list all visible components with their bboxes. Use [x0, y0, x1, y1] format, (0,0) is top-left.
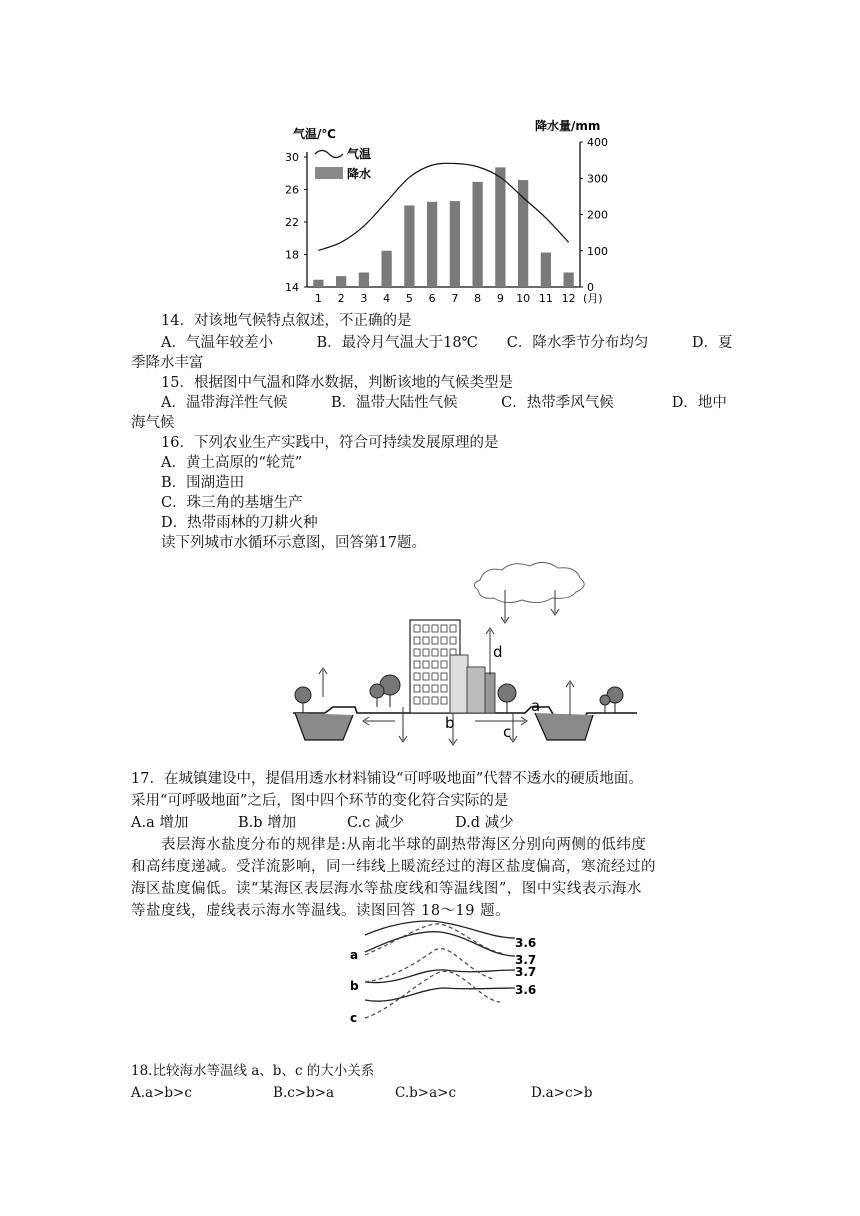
q17-stem-1: 17．在城镇建设中，提倡用透水材料铺设“可呼吸地面”代替不透水的硬质地面。	[131, 771, 643, 787]
label-b: b	[445, 714, 455, 732]
urban-water-cycle-diagram	[285, 555, 645, 755]
precip-bar	[518, 180, 528, 287]
q16-option-c: C．珠三角的基塘生产	[161, 495, 303, 511]
iso-label-b: b	[350, 979, 359, 993]
iso-label-s2: 3.7	[515, 953, 537, 967]
q15-stem: 15．根据图中气温和降水数据，判断该地的气候类型是	[161, 375, 513, 391]
label-a: a	[531, 697, 541, 715]
q18-option-b: B.c>b>a	[273, 1085, 335, 1101]
y-left-tick: 26	[285, 183, 299, 197]
q16-option-d: D．热带雨林的刀耕火种	[161, 515, 318, 531]
passage-line-2: 和高纬度递减。受洋流影响，同一纬线上暖流经过的海区盐度偏高，寒流经过的	[131, 859, 656, 875]
passage-line-1: 表层海水盐度分布的规律是:从南北半球的副热带海区分别向两侧的低纬度	[161, 837, 647, 853]
x-tick: 10	[516, 292, 531, 305]
y-left-label: 气温/℃	[293, 127, 336, 141]
x-tick: 1	[314, 292, 322, 305]
y-left-tick: 18	[285, 248, 299, 262]
iso-label-s4: 3.6	[515, 983, 537, 997]
x-unit: (月)	[583, 292, 603, 305]
precip-bar	[427, 202, 437, 287]
precip-bar	[450, 201, 460, 287]
q16-option-b: B．围湖造田	[161, 475, 245, 491]
x-tick: 4	[383, 292, 391, 305]
q17-option-d: D.d 减少	[455, 815, 514, 831]
x-tick: 7	[451, 292, 459, 305]
x-tick: 8	[474, 292, 482, 305]
passage-line-4: 等盐度线，虚线表示海水等温线。读图回答 18～19 题。	[131, 903, 511, 919]
label-d: d	[493, 643, 503, 661]
iso-label-s3: 3.7	[515, 965, 537, 979]
q15-options: A．温带海洋性气候 B．温带大陆性气候 C．热带季风气候 D．地中	[161, 395, 727, 411]
q18-option-d: D.a>c>b	[531, 1085, 593, 1101]
label-c: c	[503, 723, 512, 741]
q14-options-cont: 季降水丰富	[131, 355, 204, 371]
y-left-tick: 30	[285, 151, 299, 164]
q18-option-c: C.b>a>c	[395, 1085, 457, 1101]
q14-options: A．气温年较差小 B．最冷月气温大于18℃ C．降水季节分布均匀 D．夏	[161, 335, 733, 351]
x-tick: 9	[496, 292, 504, 305]
q18-option-a: A.a>b>c	[131, 1085, 192, 1101]
x-tick: 2	[337, 292, 345, 305]
pond-left	[295, 713, 353, 740]
q17-option-a: A.a 增加	[131, 815, 189, 831]
passage-line-3: 海区盐度偏低。读“某海区表层海水等盐度线和等温线图”，图中实线表示海水	[131, 881, 642, 897]
legend-temp-label: 气温	[347, 147, 372, 161]
q18-stem: 18.比较海水等温线 a、b、c 的大小关系	[131, 1063, 375, 1079]
precip-bar	[404, 205, 414, 287]
iso-label-c: c	[350, 1011, 358, 1025]
y-left-tick: 14	[285, 281, 299, 294]
y-left-tick: 22	[285, 216, 299, 229]
legend-temp-swatch	[315, 151, 343, 158]
precip-bar	[473, 182, 483, 287]
q17-option-b: B.b 增加	[238, 815, 297, 831]
precip-bar	[359, 273, 369, 288]
pond-right	[535, 713, 593, 740]
q17-stem-2: 采用“可呼吸地面”之后，图中四个环节的变化符合实际的是	[131, 793, 509, 809]
precip-bar	[541, 253, 551, 287]
y-right-tick: 200	[587, 208, 608, 222]
x-tick: 12	[561, 292, 576, 305]
x-tick: 3	[360, 292, 368, 305]
precip-bar	[495, 167, 505, 287]
q15-options-cont: 海气候	[131, 415, 175, 431]
q14-stem: 14．对该地气候特点叙述，不正确的是	[161, 313, 412, 329]
y-right-tick: 0	[587, 281, 594, 294]
precip-bar	[313, 280, 323, 287]
climate-chart	[285, 112, 615, 312]
cloud	[474, 562, 584, 602]
legend-precip-swatch	[315, 167, 343, 179]
y-right-tick: 300	[587, 172, 608, 186]
iso-label-a: a	[350, 948, 359, 962]
isoline-diagram	[340, 910, 560, 1030]
q17-intro: 读下列城市水循环示意图，回答第17题。	[161, 535, 426, 551]
q17-option-c: C.c 减少	[347, 815, 404, 831]
x-tick: 11	[538, 292, 553, 305]
x-tick: 5	[405, 292, 413, 305]
iso-label-s1: 3.6	[515, 936, 537, 950]
precip-bar	[564, 273, 574, 288]
q16-option-a: A．黄土高原的“轮荒”	[161, 455, 303, 471]
precip-bar	[336, 276, 346, 287]
legend-precip-label: 降水	[347, 167, 372, 181]
y-right-tick: 400	[587, 136, 608, 149]
y-right-tick: 100	[587, 244, 608, 258]
x-tick: 6	[428, 292, 436, 305]
y-right-label: 降水量/mm	[535, 119, 601, 133]
precip-bar	[382, 251, 392, 287]
q16-stem: 16．下列农业生产实践中，符合可持续发展原理的是	[161, 435, 499, 451]
